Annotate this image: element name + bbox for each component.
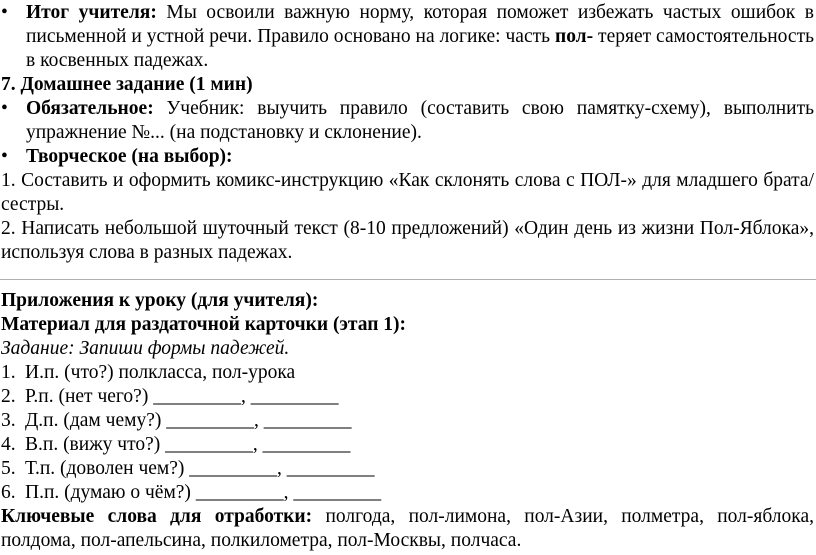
- teacher-summary-text: Мы освоили важную норму, которая поможет избежать частых ошибок в письменной и устной речи. Правило основано на логике: часть: [26, 2, 814, 47]
- blank-separator: ,: [252, 434, 263, 455]
- keywords-paragraph: [1, 505, 814, 553]
- case-item: [1, 481, 814, 505]
- keywords-text: полгода, пол-лимона, пол-Азии, полметра, пол-яблока, полдома, пол-апельсина, полкилометра, пол-Москвы, полчаса.: [1, 506, 814, 551]
- option-number: 1.: [1, 170, 16, 191]
- case-text: И.п. (что?) полкласса, пол-урока: [25, 362, 296, 383]
- blank-separator: ,: [283, 482, 294, 503]
- case-exercise-list: [1, 361, 814, 505]
- homework-mandatory: [1, 97, 814, 145]
- case-text: Д.п. (дам чему?): [25, 410, 167, 431]
- teacher-summary-label: Итог учителя:: [26, 2, 157, 23]
- section-divider: [0, 279, 816, 280]
- creative-option-1: [1, 169, 814, 217]
- option-text: Составить и оформить комикс-инструкцию «Как склонять слова с ПОЛ-» для младшего брата/сестры.: [1, 170, 814, 215]
- case-item: [1, 433, 814, 457]
- bullet-icon: •: [1, 2, 8, 23]
- blank-separator: ,: [277, 458, 287, 479]
- answer-blank-2[interactable]: _________: [263, 410, 352, 431]
- keywords-label: Ключевые слова для отработки:: [1, 506, 313, 527]
- task-label: Задание: Запиши формы падежей.: [1, 338, 290, 359]
- teacher-summary: [1, 1, 814, 73]
- appendix-heading: Приложения к уроку (для учителя):: [1, 290, 319, 311]
- case-number: 4.: [1, 434, 16, 455]
- homework-heading: 7. Домашнее задание (1 мин): [1, 74, 253, 95]
- card-heading: Материал для раздаточной карточки (этап 1):: [1, 314, 407, 335]
- answer-blank-2[interactable]: _________: [286, 458, 375, 479]
- mandatory-text: Учебник: выучить правило (составить свою памятку-схему), выполнить упражнение №... (на подстановку и склонение).: [26, 98, 814, 143]
- answer-blank-1[interactable]: _________: [189, 458, 278, 479]
- answer-blank-1[interactable]: _________: [153, 386, 241, 407]
- blank-separator: ,: [240, 386, 251, 407]
- case-text: В.п. (вижу что?): [25, 434, 166, 455]
- teacher-summary-text-end: теряет самостоятельность в косвенных падежах.: [26, 26, 814, 71]
- case-number: 5.: [1, 458, 16, 479]
- case-item: [1, 409, 814, 433]
- answer-blank-2[interactable]: _________: [262, 434, 351, 455]
- answer-blank-1[interactable]: _________: [166, 410, 254, 431]
- answer-blank-2[interactable]: _________: [293, 482, 382, 503]
- option-number: 2.: [1, 218, 16, 239]
- case-number: 3.: [1, 410, 16, 431]
- case-number: 2.: [1, 386, 16, 407]
- case-text: П.п. (думаю о чём?): [25, 482, 196, 503]
- answer-blank-2[interactable]: _________: [250, 386, 339, 407]
- case-item: [1, 361, 814, 385]
- blank-separator: ,: [253, 410, 264, 431]
- particle-pol: пол-: [554, 26, 594, 47]
- answer-blank-1[interactable]: _________: [165, 434, 253, 455]
- bullet-icon: •: [1, 98, 8, 119]
- answer-blank-1[interactable]: _________: [195, 482, 284, 503]
- mandatory-label: Обязательное:: [26, 98, 154, 119]
- case-item: [1, 457, 814, 481]
- document-page: [1, 1, 814, 553]
- homework-creative: [1, 145, 814, 169]
- creative-option-2: [1, 217, 814, 265]
- case-text: Т.п. (доволен чем?): [25, 458, 190, 479]
- bullet-icon: •: [1, 146, 8, 167]
- creative-label: Творческое (на выбор):: [26, 146, 233, 167]
- case-number: 1.: [1, 362, 16, 383]
- option-text: Написать небольшой шуточный текст (8-10 предложений) «Один день из жизни Пол-Яблока», используя слова в разных падежах.: [1, 218, 814, 263]
- case-text: Р.п. (нет чего?): [25, 386, 154, 407]
- case-number: 6.: [1, 482, 16, 503]
- case-item: [1, 385, 814, 409]
